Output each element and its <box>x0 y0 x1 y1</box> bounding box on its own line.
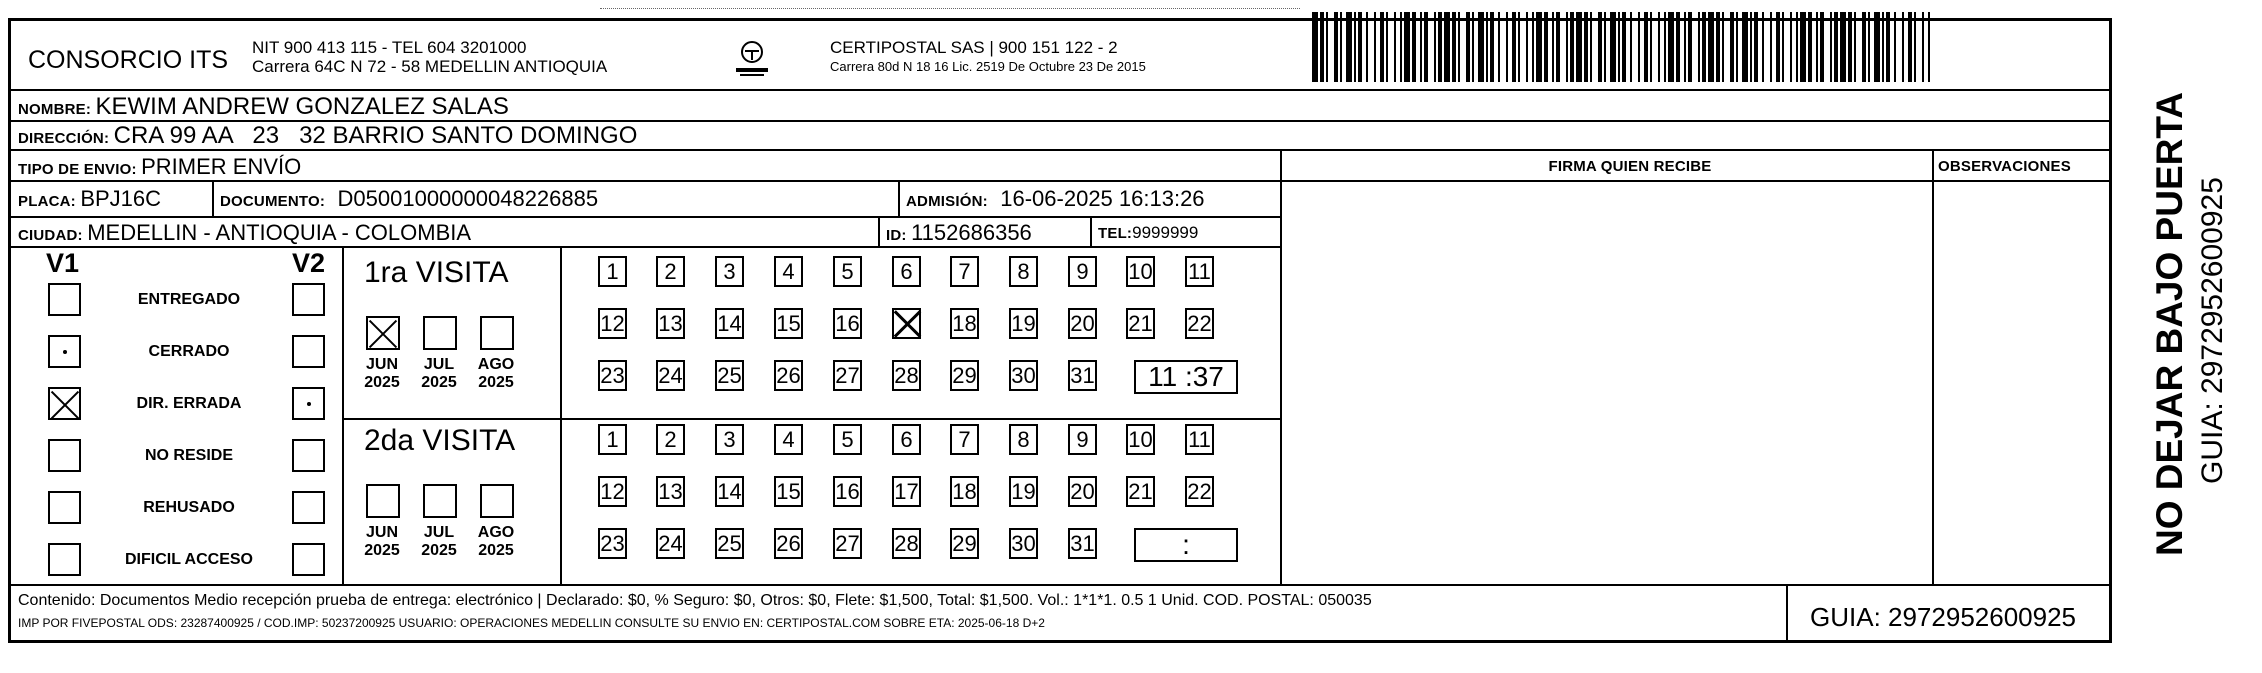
rule-tipo <box>10 180 2110 182</box>
v1-label: V1 <box>46 248 80 278</box>
rule-firma-left <box>1280 150 1282 584</box>
day-box[interactable]: 18 <box>950 476 979 507</box>
id-cell <box>886 220 1032 246</box>
day-box[interactable]: 25 <box>715 360 744 391</box>
day-box[interactable]: 1 <box>598 424 627 455</box>
admision-value: 16-06-2025 16:13:26 <box>1000 186 1205 211</box>
day-box[interactable]: 19 <box>1009 476 1038 507</box>
placa-value: BPJ16C <box>80 186 162 211</box>
month-year: 2025 <box>364 374 400 391</box>
side-no-dejar: NO DEJAR BAJO PUERTA <box>2149 92 2190 556</box>
v1-checkbox[interactable] <box>48 335 81 368</box>
visit1-title: 1ra VISITA <box>364 256 509 289</box>
ciudad-value: MEDELLIN - ANTIOQUIA - COLOMBIA <box>87 220 472 245</box>
ciudad-cell <box>18 220 471 246</box>
observaciones-label: OBSERVACIONES <box>1938 158 2071 175</box>
month-checkbox[interactable] <box>480 484 514 518</box>
month-name: AGO <box>477 356 515 373</box>
ciudad-label: CIUDAD: <box>18 227 83 244</box>
tipo-row <box>18 154 301 180</box>
day-box[interactable]: 7 <box>950 256 979 287</box>
day-box[interactable]: 10 <box>1126 256 1155 287</box>
day-box[interactable]: 7 <box>950 424 979 455</box>
month-name: JUN <box>365 524 398 541</box>
v1-checkbox[interactable] <box>48 283 81 316</box>
v2-checkbox[interactable] <box>292 439 325 472</box>
month-name: JUN <box>365 356 398 373</box>
day-box[interactable]: 20 <box>1068 308 1097 339</box>
v2-checkbox[interactable] <box>292 283 325 316</box>
day-box[interactable]: 10 <box>1126 424 1155 455</box>
day-box[interactable]: 21 <box>1126 476 1155 507</box>
day-box[interactable]: 4 <box>774 424 803 455</box>
month-year: 2025 <box>364 542 400 559</box>
v2-checkbox[interactable] <box>292 335 325 368</box>
rule-id-divider <box>878 217 880 247</box>
day-box[interactable] <box>892 308 921 339</box>
nombre-value: KEWIM ANDREW GONZALEZ SALAS <box>95 93 509 120</box>
day-box[interactable]: 29 <box>950 360 979 391</box>
status-reason-label: DIR. ERRADA <box>136 395 242 412</box>
footer-guia: GUIA: 2972952600925 <box>1810 602 2076 632</box>
v1-checkbox[interactable] <box>48 387 81 420</box>
direccion-label: DIRECCIÓN: <box>18 130 110 147</box>
day-box[interactable]: 28 <box>892 528 921 559</box>
month-checkbox[interactable] <box>366 484 400 518</box>
month-name: JUL <box>423 524 455 541</box>
day-box[interactable]: 31 <box>1068 360 1097 391</box>
tel-value: 9999999 <box>1132 223 1199 242</box>
status-reason-label: CERRADO <box>148 343 230 360</box>
day-box[interactable]: 4 <box>774 256 803 287</box>
day-box[interactable]: 2 <box>656 424 685 455</box>
month-checkbox[interactable] <box>480 316 514 350</box>
day-box[interactable]: 3 <box>715 424 744 455</box>
day-box[interactable]: 5 <box>833 256 862 287</box>
day-box[interactable]: 1 <box>598 256 627 287</box>
day-box[interactable]: 22 <box>1185 308 1214 339</box>
day-box[interactable]: 17 <box>892 476 921 507</box>
day-box[interactable]: 11 <box>1185 256 1214 287</box>
day-box[interactable]: 21 <box>1126 308 1155 339</box>
day-box[interactable]: 12 <box>598 476 627 507</box>
rule-admision-divider <box>898 181 900 217</box>
placa-cell <box>18 186 161 212</box>
documento-cell <box>220 186 598 212</box>
footer-impresion: IMP POR FIVEPOSTAL ODS: 23287400925 / COD.IMP: 50237200925 USUARIO: OPERACIONES MEDELLIN CONSULTE SU ENVIO EN: CERTIPOSTAL.COM SOBRE ETA: 2025-06-18 D+2 <box>18 616 1045 630</box>
status-reason-label: ENTREGADO <box>137 291 241 308</box>
day-box[interactable]: 23 <box>598 528 627 559</box>
day-box[interactable]: 27 <box>833 360 862 391</box>
day-box[interactable]: 26 <box>774 360 803 391</box>
rule-month-divider <box>560 247 562 584</box>
company-info-line2: Carrera 64C N 72 - 58 MEDELLIN ANTIOQUIA <box>252 57 608 76</box>
v1-checkbox[interactable] <box>48 491 81 524</box>
status-reason-label: DIFICIL ACCESO <box>124 551 253 568</box>
direccion-row <box>18 122 637 150</box>
rule-footer <box>8 584 2112 586</box>
id-value: 1152686356 <box>911 220 1032 245</box>
observaciones-header <box>1938 158 2071 176</box>
footer-contenido: Contenido: Documentos Medio recepción prueba de entrega: electrónico | Declarado: $0, % Seguro: $0, Otros: $0, Flete: $1,500, Total: $1,500. Vol.: 1*1*1. 0.5 1 Unid. COD. POSTAL: 050035 <box>18 592 1372 609</box>
firma-label: FIRMA QUIEN RECIBE <box>1548 158 1712 175</box>
month-label <box>409 356 469 392</box>
documento-value: D05001000000048226885 <box>337 186 599 211</box>
day-box[interactable]: 18 <box>950 308 979 339</box>
month-label <box>409 524 469 560</box>
rule-obs-left <box>1932 150 1934 584</box>
month-year: 2025 <box>478 374 514 391</box>
admision-cell <box>906 186 1205 212</box>
day-box[interactable]: 13 <box>656 476 685 507</box>
day-box[interactable]: 2 <box>656 256 685 287</box>
nombre-label: NOMBRE: <box>18 101 92 118</box>
day-box[interactable]: 19 <box>1009 308 1038 339</box>
company-name: CONSORCIO ITS <box>28 46 229 74</box>
rule-guia-divider <box>1786 585 1788 643</box>
day-box[interactable]: 9 <box>1068 424 1097 455</box>
rule-tel-divider <box>1090 217 1092 247</box>
day-box[interactable]: 29 <box>950 528 979 559</box>
day-box[interactable]: 26 <box>774 528 803 559</box>
admision-label: ADMISIÓN: <box>906 193 988 210</box>
documento-label: DOCUMENTO: <box>220 193 326 210</box>
v2-checkbox[interactable] <box>292 491 325 524</box>
v2-label: V2 <box>292 248 326 278</box>
side-guia: GUIA: 2972952600925 <box>2196 177 2229 484</box>
day-box[interactable]: 22 <box>1185 476 1214 507</box>
day-box[interactable]: 25 <box>715 528 744 559</box>
day-box[interactable]: 16 <box>833 476 862 507</box>
status-reason-label: NO RESIDE <box>144 447 233 464</box>
rule-visits <box>342 418 1280 420</box>
day-box[interactable]: 6 <box>892 424 921 455</box>
v1-checkbox[interactable] <box>48 543 81 576</box>
visit-time-field[interactable]: : <box>1134 528 1238 562</box>
month-year: 2025 <box>421 542 457 559</box>
day-box[interactable]: 6 <box>892 256 921 287</box>
visit2-title: 2da VISITA <box>364 424 516 457</box>
day-box[interactable]: 8 <box>1009 256 1038 287</box>
v2-checkbox[interactable] <box>292 387 325 420</box>
month-label <box>466 356 526 392</box>
day-box[interactable]: 12 <box>598 308 627 339</box>
day-box[interactable]: 24 <box>656 360 685 391</box>
month-checkbox[interactable] <box>366 316 400 350</box>
tipo-value: PRIMER ENVÍO <box>141 154 302 179</box>
day-box[interactable]: 23 <box>598 360 627 391</box>
day-box[interactable]: 20 <box>1068 476 1097 507</box>
rule-status-divider <box>342 247 344 584</box>
placa-label: PLACA: <box>18 193 76 210</box>
day-box[interactable]: 14 <box>715 308 744 339</box>
day-box[interactable]: 15 <box>774 308 803 339</box>
day-box[interactable]: 27 <box>833 528 862 559</box>
month-year: 2025 <box>421 374 457 391</box>
day-box[interactable]: 31 <box>1068 528 1097 559</box>
day-box[interactable]: 5 <box>833 424 862 455</box>
month-name: JUL <box>423 356 455 373</box>
day-box[interactable]: 3 <box>715 256 744 287</box>
id-label: ID: <box>886 227 907 244</box>
tel-cell <box>1098 223 1198 243</box>
rule-header <box>8 89 2112 91</box>
day-box[interactable]: 24 <box>656 528 685 559</box>
rule-placa-divider <box>212 181 214 217</box>
day-box[interactable]: 15 <box>774 476 803 507</box>
visit-time-field[interactable]: 11 :37 <box>1134 360 1238 394</box>
tel-label: TEL: <box>1098 225 1133 242</box>
month-label <box>466 524 526 560</box>
month-label <box>352 524 412 560</box>
day-box[interactable]: 8 <box>1009 424 1038 455</box>
day-box[interactable]: 30 <box>1009 360 1038 391</box>
nombre-row <box>18 93 509 121</box>
firma-header <box>1500 158 1760 176</box>
month-year: 2025 <box>478 542 514 559</box>
v1-checkbox[interactable] <box>48 439 81 472</box>
day-box[interactable]: 13 <box>656 308 685 339</box>
month-label <box>352 356 412 392</box>
direccion-value: CRA 99 AA 23 32 BARRIO SANTO DOMINGO <box>113 122 638 149</box>
month-name: AGO <box>477 524 515 541</box>
month-checkbox[interactable] <box>423 316 457 350</box>
v2-checkbox[interactable] <box>292 543 325 576</box>
tipo-label: TIPO DE ENVIO: <box>18 161 137 178</box>
day-box[interactable]: 30 <box>1009 528 1038 559</box>
day-box[interactable]: 28 <box>892 360 921 391</box>
day-box[interactable]: 16 <box>833 308 862 339</box>
day-box[interactable]: 14 <box>715 476 744 507</box>
top-cut-edge <box>600 8 1300 9</box>
carrier-line1: CERTIPOSTAL SAS | 900 151 122 - 2 <box>830 38 1118 57</box>
status-reason-label: REHUSADO <box>143 499 235 516</box>
day-box[interactable]: 11 <box>1185 424 1214 455</box>
carrier-line2: Carrera 80d N 18 16 Lic. 2519 De Octubre 23 De 2015 <box>830 59 1146 74</box>
day-box[interactable]: 9 <box>1068 256 1097 287</box>
month-checkbox[interactable] <box>423 484 457 518</box>
company-info-line1: NIT 900 413 115 - TEL 604 3201000 <box>252 38 527 57</box>
side-panel <box>2124 92 2244 562</box>
